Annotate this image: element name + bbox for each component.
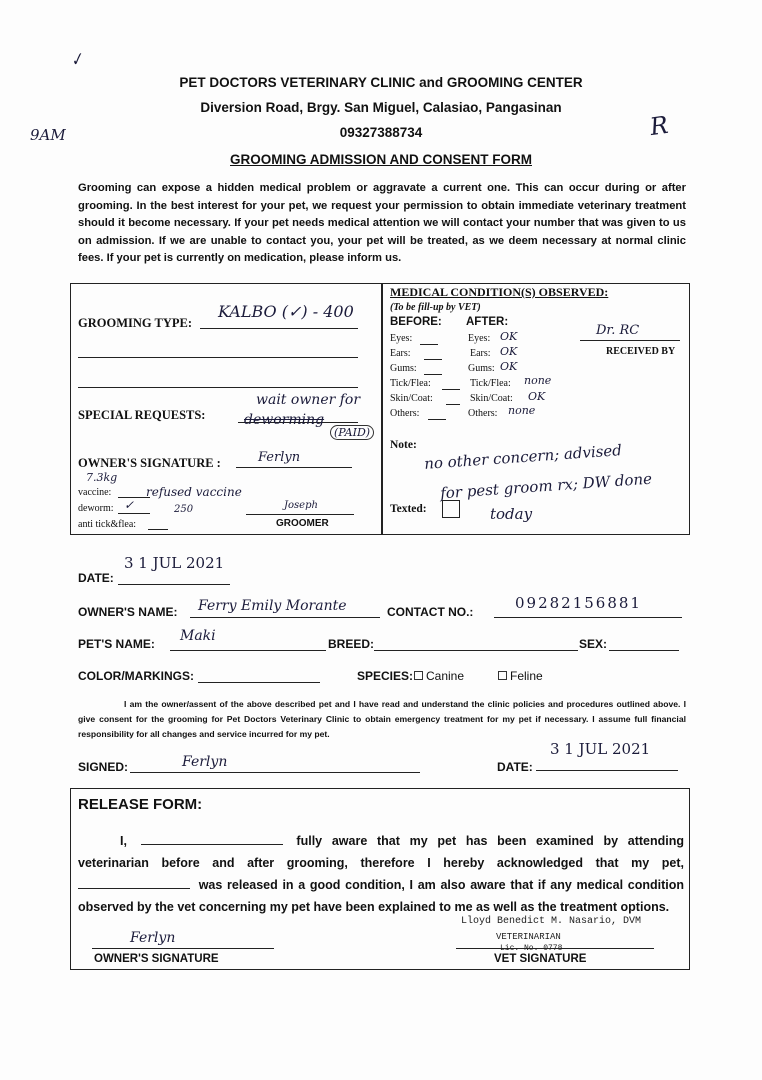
date-label: DATE: [78,571,114,585]
owner-name-label: OWNER'S NAME: [78,605,178,619]
before-line [424,359,442,360]
sex-label: SEX: [579,637,608,651]
grooming-type-label: GROOMING TYPE: [78,316,193,330]
before-item: Ears: [390,348,411,359]
vaccine-label: vaccine: [78,487,112,498]
before-label: BEFORE: [390,316,442,328]
date-line [118,584,230,585]
form-title: GROOMING ADMISSION AND CONSENT FORM [230,152,532,167]
contact-label: CONTACT NO.: [387,605,474,619]
note-label: Note: [390,439,417,451]
before-line [428,419,446,420]
signed-value[interactable]: Ferlyn [182,754,228,770]
vet-name: Lloyd Benedict M. Nasario, DVM [461,916,642,927]
margin-note-time: 9AM [30,126,66,144]
feline-checkbox[interactable] [498,671,507,680]
pet-name-value[interactable]: Maki [180,628,216,644]
after-value[interactable]: none [524,374,552,387]
after-label: AFTER: [466,316,509,328]
signed-label: SIGNED: [78,760,129,774]
release-owner-signature-value[interactable]: Ferlyn [130,930,176,946]
owner-signature-value[interactable]: Ferlyn [258,450,301,465]
breed-line [374,650,578,651]
clinic-address: Diversion Road, Brgy. San Miguel, Calasiao, Pangasinan [200,100,562,115]
species-option-canine[interactable] [414,669,464,683]
sex-line [609,650,679,651]
color-line [198,682,320,683]
after-item: Tick/Flea: [470,378,511,389]
special-requests-value-2[interactable]: deworming [244,412,325,428]
box-divider [381,283,383,534]
before-line [424,374,442,375]
contact-value[interactable]: 09282156881 [515,594,642,612]
groomer-name: Joseph [284,500,318,511]
date-value[interactable]: 3 1 JUL 2021 [124,554,225,572]
anti-tick-label: anti tick&flea: [78,519,137,530]
received-by-label: RECEIVED BY [606,346,676,357]
species-label: SPECIES: [357,669,414,683]
owner-signature-label: OWNER'S SIGNATURE : [78,456,221,470]
vet-signature-line [456,948,654,949]
before-item: Skin/Coat: [390,393,433,404]
groomer-label: GROOMER [276,518,329,529]
after-value[interactable]: OK [528,390,546,403]
vaccine-value[interactable]: refused vaccine [146,485,242,499]
after-value[interactable]: OK [500,330,518,343]
blank-line-1 [78,357,358,358]
after-item: Others: [468,408,498,419]
before-item: Others: [390,408,420,419]
consent-paragraph: I am the owner/assent of the above described pet and I have read and understand the clinic policies and procedures outlined above. I give consent for the grooming for Pet Doctors Veterinary Clinic to obtain emergency treatment for my pet if necessary. I assume full financial responsibility for all changes and service incurred for my pet. [78,699,686,739]
margin-note-initial: R [648,110,670,142]
after-item: Ears: [470,348,491,359]
signed-line [130,772,420,773]
species-option-feline[interactable] [498,669,543,683]
owner-signature-line [236,467,352,468]
species-option-label: Canine [426,669,465,683]
release-owner-signature-label: OWNER'S SIGNATURE [94,953,219,965]
vet-signature-label: VET SIGNATURE [494,953,587,965]
consent-date-label: DATE: [497,760,533,774]
paid-note: (PAID) [330,425,374,440]
texted-checkbox[interactable] [442,500,460,518]
deworm-line [118,513,150,514]
after-item: Skin/Coat: [470,393,513,404]
grooming-type-value[interactable]: KALBO (✓) - 400 [218,302,354,321]
owner-name-value[interactable]: Ferry Emily Morante [198,598,347,614]
clinic-name: PET DOCTORS VETERINARY CLINIC and GROOMING CENTER [179,75,583,90]
note-line-3[interactable]: today [490,505,533,523]
before-line [442,389,460,390]
release-pet-blank[interactable] [78,877,190,889]
special-requests-value-1[interactable]: wait owner for [256,392,361,408]
blank-line-2 [78,387,358,388]
vet-license: Lic. No. 0778 [500,944,563,953]
medical-title: MEDICAL CONDITION(S) OBSERVED: [390,285,609,299]
texted-label: Texted: [390,503,427,515]
clinic-phone: 09327388734 [339,125,423,140]
groomer-line [246,514,354,515]
before-item: Eyes: [390,333,413,344]
before-item: Tick/Flea: [390,378,431,389]
deworm-amount: 250 [174,504,194,515]
note-line-2[interactable]: for pest groom rx; DW done [439,469,653,503]
owner-name-line [190,617,380,618]
release-title: RELEASE FORM: [78,796,203,813]
grooming-type-line [200,328,358,329]
received-by-line [580,340,680,341]
consent-date-value[interactable]: 3 1 JUL 2021 [550,740,651,758]
weight-note: 7.3kg [86,471,118,484]
after-value[interactable]: OK [500,345,518,358]
consent-date-line [536,770,678,771]
contact-line [494,617,682,618]
vet-title: VETERINARIAN [496,932,561,942]
breed-label: BREED: [328,637,375,651]
release-owner-signature-line [92,948,274,949]
before-item: Gums: [390,363,417,374]
color-label: COLOR/MARKINGS: [78,669,194,683]
before-line [420,344,438,345]
medical-subtitle: (To be fill-up by VET) [390,302,481,313]
release-name-blank[interactable] [141,833,283,845]
special-requests-label: SPECIAL REQUESTS: [78,408,206,422]
release-i: I, [120,834,127,848]
after-item: Gums: [468,363,495,374]
after-value[interactable]: none [508,404,536,417]
pet-name-label: PET'S NAME: [78,637,155,651]
species-option-label: Feline [510,669,543,683]
margin-note-check: ✓ [67,48,87,71]
release-paragraph [78,830,684,918]
after-value[interactable]: OK [500,360,518,373]
intro-paragraph: Grooming can expose a hidden medical problem or aggravate a current one. This can occur during or after grooming. In the best interest for your pet, we request your permission to obtain immediate veterinary treatment should it become necessary. If your pet needs medical attention we will contact your number that was given to us on admission. If we are unable to contact you, your pet will be treated, as we deem necessary at normal clinic fees. If your pet is currently on medication, please inform us. [78,182,686,264]
after-item: Eyes: [468,333,491,344]
release-text-1: fully aware that my pet has been examined by attending veterinarian before and after grooming, therefore I hereby acknowledged that my pet, [78,834,684,870]
pet-name-line [170,650,326,651]
deworm-label: deworm: [78,503,114,514]
anti-tick-line [148,529,168,530]
before-line [446,404,460,405]
canine-checkbox[interactable] [414,671,423,680]
deworm-value[interactable]: ✓ [124,498,135,512]
note-line-1[interactable]: no other concern; advised [423,441,623,473]
release-text-2: was released in a good condition, I am also aware that if any medical condition observed by the vet concerning my pet have been explained to me as well as the treatment options. [78,878,684,914]
received-by-name: Dr. RC [596,323,640,338]
